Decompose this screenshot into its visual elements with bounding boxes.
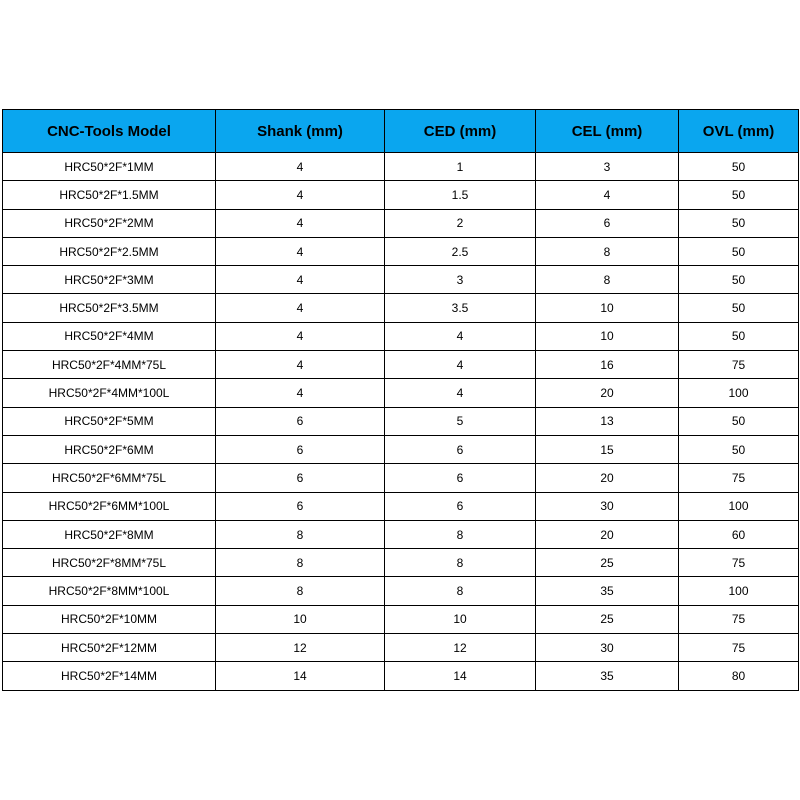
cell-ovl: 100 (679, 577, 799, 605)
cell-model: HRC50*2F*3MM (3, 266, 216, 294)
cell-shank: 4 (216, 266, 385, 294)
cell-shank: 8 (216, 520, 385, 548)
cell-shank: 4 (216, 209, 385, 237)
cell-model: HRC50*2F*8MM*100L (3, 577, 216, 605)
cell-ced: 4 (385, 322, 536, 350)
cell-model: HRC50*2F*12MM (3, 634, 216, 662)
cell-cel: 25 (536, 605, 679, 633)
cell-model: HRC50*2F*6MM*75L (3, 464, 216, 492)
table-row (3, 209, 799, 237)
cell-ced: 6 (385, 492, 536, 520)
cell-ovl: 50 (679, 322, 799, 350)
cell-model: HRC50*2F*5MM (3, 407, 216, 435)
cell-ced: 5 (385, 407, 536, 435)
cell-cel: 15 (536, 435, 679, 463)
cell-shank: 12 (216, 634, 385, 662)
cell-shank: 6 (216, 492, 385, 520)
cell-ovl: 50 (679, 181, 799, 209)
cell-cel: 20 (536, 520, 679, 548)
table-body (3, 153, 799, 691)
cell-shank: 4 (216, 351, 385, 379)
cell-ovl: 60 (679, 520, 799, 548)
header-cel: CEL (mm) (536, 110, 679, 153)
specs-table-container (2, 109, 798, 691)
cell-ovl: 100 (679, 379, 799, 407)
header-ovl: OVL (mm) (679, 110, 799, 153)
cell-shank: 10 (216, 605, 385, 633)
cell-cel: 20 (536, 379, 679, 407)
cell-ced: 4 (385, 379, 536, 407)
table-row (3, 322, 799, 350)
cell-cel: 16 (536, 351, 679, 379)
cell-ced: 2.5 (385, 237, 536, 265)
cell-ovl: 50 (679, 153, 799, 181)
cell-model: HRC50*2F*3.5MM (3, 294, 216, 322)
cell-ced: 12 (385, 634, 536, 662)
cell-model: HRC50*2F*8MM*75L (3, 549, 216, 577)
cell-ced: 3 (385, 266, 536, 294)
table-row (3, 294, 799, 322)
cell-ced: 1.5 (385, 181, 536, 209)
cell-model: HRC50*2F*4MM*75L (3, 351, 216, 379)
table-row (3, 662, 799, 690)
table-row (3, 634, 799, 662)
cell-model: HRC50*2F*6MM (3, 435, 216, 463)
cell-ovl: 75 (679, 605, 799, 633)
cell-model: HRC50*2F*10MM (3, 605, 216, 633)
cell-shank: 4 (216, 237, 385, 265)
table-row (3, 379, 799, 407)
cell-cel: 8 (536, 237, 679, 265)
cell-ovl: 75 (679, 351, 799, 379)
cell-ovl: 50 (679, 435, 799, 463)
cell-cel: 30 (536, 634, 679, 662)
cell-ced: 8 (385, 577, 536, 605)
table-row (3, 520, 799, 548)
cell-model: HRC50*2F*14MM (3, 662, 216, 690)
cell-cel: 20 (536, 464, 679, 492)
cell-ced: 10 (385, 605, 536, 633)
cell-cel: 10 (536, 322, 679, 350)
specs-table (2, 109, 799, 691)
cell-shank: 14 (216, 662, 385, 690)
cell-cel: 35 (536, 577, 679, 605)
cell-model: HRC50*2F*2.5MM (3, 237, 216, 265)
cell-ovl: 75 (679, 549, 799, 577)
table-row (3, 464, 799, 492)
cell-ced: 6 (385, 464, 536, 492)
cell-model: HRC50*2F*4MM (3, 322, 216, 350)
table-row (3, 605, 799, 633)
cell-ovl: 100 (679, 492, 799, 520)
cell-model: HRC50*2F*6MM*100L (3, 492, 216, 520)
table-row (3, 351, 799, 379)
cell-ovl: 50 (679, 294, 799, 322)
cell-ced: 14 (385, 662, 536, 690)
cell-ovl: 50 (679, 237, 799, 265)
cell-ced: 6 (385, 435, 536, 463)
cell-ced: 1 (385, 153, 536, 181)
cell-ced: 2 (385, 209, 536, 237)
cell-ced: 8 (385, 549, 536, 577)
cell-cel: 6 (536, 209, 679, 237)
cell-model: HRC50*2F*2MM (3, 209, 216, 237)
table-row (3, 237, 799, 265)
cell-cel: 8 (536, 266, 679, 294)
cell-cel: 25 (536, 549, 679, 577)
cell-ced: 4 (385, 351, 536, 379)
cell-model: HRC50*2F*4MM*100L (3, 379, 216, 407)
table-row (3, 435, 799, 463)
cell-shank: 4 (216, 379, 385, 407)
cell-cel: 35 (536, 662, 679, 690)
cell-ovl: 80 (679, 662, 799, 690)
table-row (3, 407, 799, 435)
cell-ced: 3.5 (385, 294, 536, 322)
cell-shank: 8 (216, 549, 385, 577)
cell-shank: 4 (216, 181, 385, 209)
cell-ovl: 50 (679, 209, 799, 237)
cell-shank: 6 (216, 464, 385, 492)
cell-shank: 4 (216, 322, 385, 350)
cell-cel: 3 (536, 153, 679, 181)
cell-model: HRC50*2F*1MM (3, 153, 216, 181)
cell-ovl: 50 (679, 407, 799, 435)
cell-model: HRC50*2F*1.5MM (3, 181, 216, 209)
table-row (3, 181, 799, 209)
table-row (3, 153, 799, 181)
table-row (3, 492, 799, 520)
table-row (3, 549, 799, 577)
cell-shank: 6 (216, 407, 385, 435)
header-ced: CED (mm) (385, 110, 536, 153)
cell-ovl: 75 (679, 464, 799, 492)
cell-shank: 4 (216, 294, 385, 322)
cell-ovl: 50 (679, 266, 799, 294)
cell-ovl: 75 (679, 634, 799, 662)
table-row (3, 266, 799, 294)
cell-cel: 10 (536, 294, 679, 322)
cell-cel: 4 (536, 181, 679, 209)
header-shank: Shank (mm) (216, 110, 385, 153)
table-row (3, 577, 799, 605)
cell-shank: 8 (216, 577, 385, 605)
cell-model: HRC50*2F*8MM (3, 520, 216, 548)
cell-shank: 4 (216, 153, 385, 181)
cell-cel: 30 (536, 492, 679, 520)
cell-shank: 6 (216, 435, 385, 463)
table-header-row (3, 110, 799, 153)
header-model: CNC-Tools Model (3, 110, 216, 153)
cell-cel: 13 (536, 407, 679, 435)
cell-ced: 8 (385, 520, 536, 548)
